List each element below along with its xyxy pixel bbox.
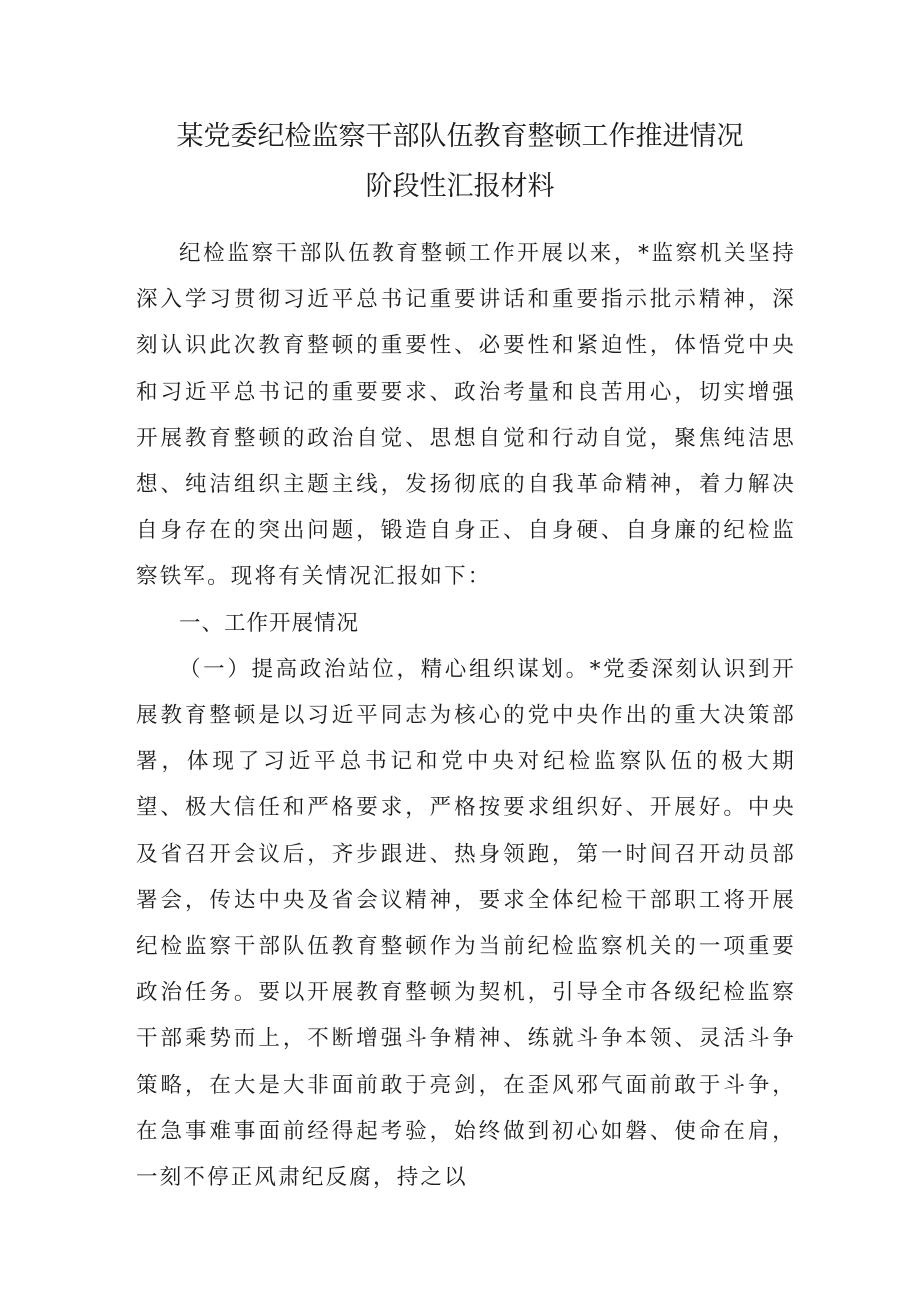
document-title-line1: 某党委纪检监察干部队伍教育整顿工作推进情况 xyxy=(176,121,744,152)
document-body xyxy=(136,231,796,1201)
section1-paragraph1: （一）提高政治站位，精心组织谋划。*党委深刻认识到开展教育整顿是以习近平同志为核心的党中央作出的重大决策部署，体现了习近平总书记和党中央对纪检监察队伍的极大期望、极大信任和严格要求，严格按要求组织好、开展好。中央及省召开会议后，齐步跟进、热身领跑，第一时间召开动员部署会，传达中央及省会议精神，要求全体纪检干部职工将开展纪检监察干部队伍教育整顿作为当前纪检监察机关的一项重要政治任务。要以开展教育整顿为契机，引导全市各级纪检监察干部乘势而上，不断增强斗争精神、练就斗争本领、灵活斗争策略，在大是大非面前敢于亮剑，在歪风邪气面前敢于斗争，在急事难事面前经得起考验，始终做到初心如磐、使命在肩，一刻不停正风肃纪反腐，持之以 xyxy=(136,656,796,1191)
intro-paragraph: 纪检监察干部队伍教育整顿工作开展以来，*监察机关坚持深入学习贯彻习近平总书记重要讲话和重要指示批示精神，深刻认识此次教育整顿的重要性、必要性和紧迫性，体悟党中央和习近平总书记的重要要求、政治考量和良苦用心，切实增强开展教育整顿的政治自觉、思想自觉和行动自觉，聚焦纯洁思想、纯洁组织主题主线，发扬彻底的自我革命精神，着力解决自身存在的突出问题，锻造自身正、自身硬、自身廉的纪检监察铁军。现将有关情况汇报如下： xyxy=(136,241,796,590)
section1-heading: 一、工作开展情况 xyxy=(179,610,360,636)
document-title-line2: 阶段性汇报材料 xyxy=(365,171,555,202)
